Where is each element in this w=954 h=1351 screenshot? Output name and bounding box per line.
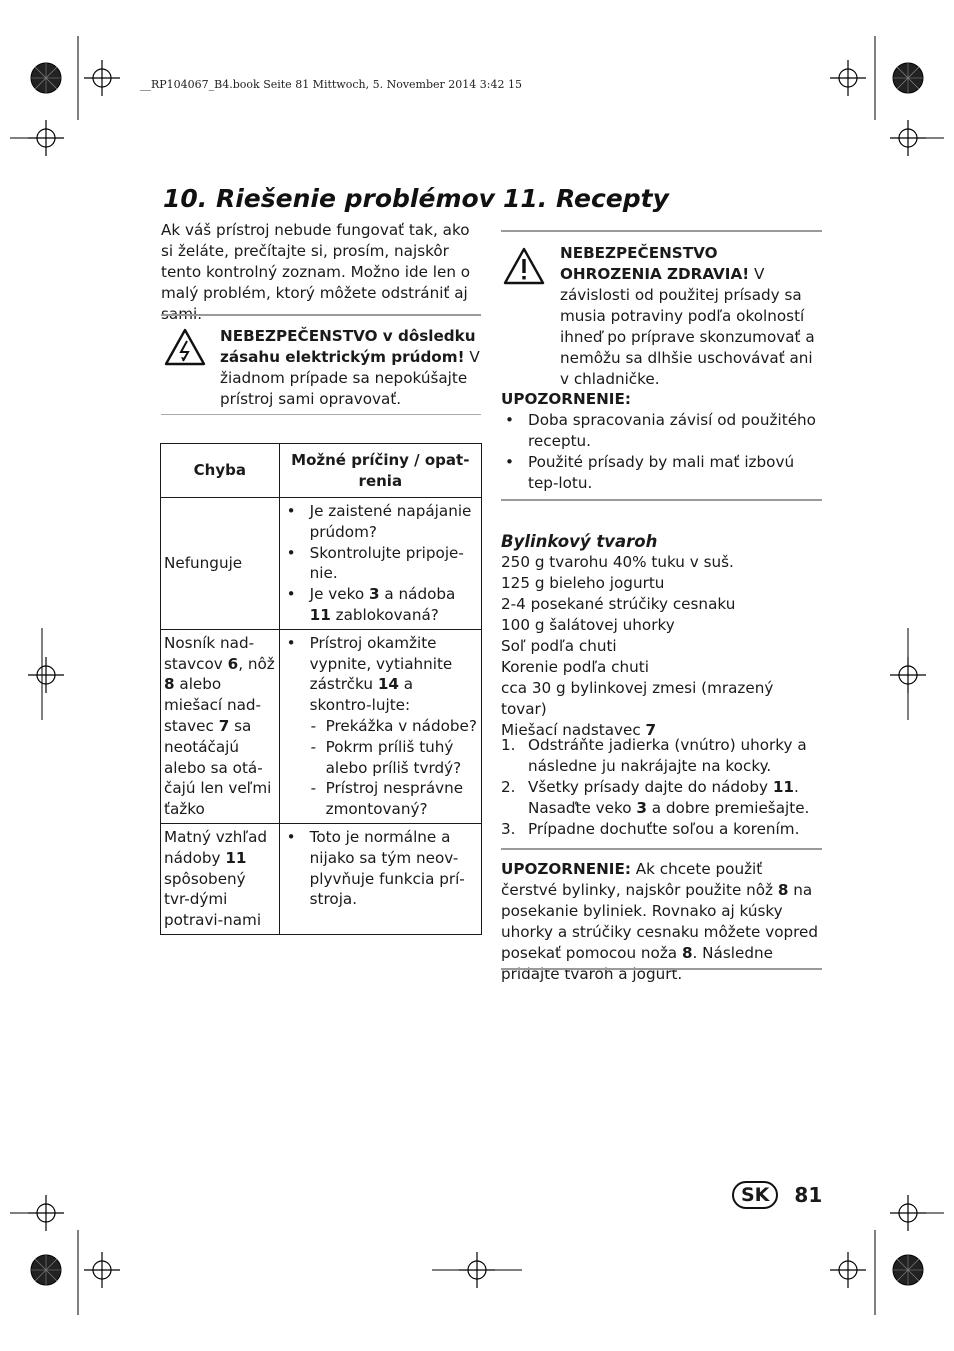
ingredient: 125 g bieleho jogurtu xyxy=(501,574,665,592)
note-preparation xyxy=(501,389,822,494)
ingredient: Miešací nadstavec 7 xyxy=(501,721,657,739)
divider xyxy=(501,499,822,501)
page-number: 81 xyxy=(794,1183,823,1207)
ingredient: Soľ podľa chuti xyxy=(501,637,617,655)
list-item: • Je veko 3 a nádoba 11 zablokovaná? xyxy=(283,584,478,626)
list-item: • Toto je normálne a nijako sa tým neov-plyvňuje funkcia prí-stroja. xyxy=(283,827,478,910)
troubleshooting-table xyxy=(160,443,482,935)
list-subitem: - Prístroj nesprávne zmontovaný? xyxy=(310,778,478,820)
divider xyxy=(501,848,822,850)
list-item: • Skontrolujte pripoje-nie. xyxy=(283,543,478,585)
list-item: • Je zaistené napájanie prúdom? xyxy=(283,501,478,543)
health-warning-text: V závislosti od použitej prísady sa musia potraviny podľa okolností ihneď po príprave skonzumovať a nemôžu sa dlhšie uschovávať ani v chladničke. xyxy=(560,265,815,388)
section-title-troubleshooting: 10. Riešenie problémov xyxy=(163,184,495,213)
table-cell-causes xyxy=(279,823,481,934)
electric-warning-title: NEBEZPEČENSTVO v dôsledku zásahu elektrickým prúdom! xyxy=(220,327,476,366)
divider xyxy=(161,314,481,316)
note-herbs: UPOZORNENIE: Ak chcete použiť čerstvé bylinky, najskôr použite nôž 8 na posekanie byliniek. Rovnako aj kúsky uhorky a strúčiky cesnaku môžete vopred posekať pomocou noža 8. Následne pridajte tvaroh a jogurt. xyxy=(501,860,819,983)
troubleshooting-intro: Ak váš prístroj nebude fungovať tak, ako si želáte, prečítajte si, prosím, najskôr tento kontrolný zoznam. Možno ide len o malý problém, ktorý môžete odstrániť aj sami. xyxy=(161,221,471,323)
health-warning-title: NEBEZPEČENSTVO OHROZENIA ZDRAVIA! xyxy=(560,244,750,283)
ingredient: Korenie podľa chuti xyxy=(501,658,649,676)
table-cell-causes xyxy=(279,498,481,630)
divider xyxy=(501,230,822,232)
divider xyxy=(501,968,822,970)
table-header-row xyxy=(161,444,482,498)
table-header-error: Chyba xyxy=(161,444,280,498)
file-info-header: __RP104067_B4.book Seite 81 Mittwoch, 5. November 2014 3:42 15 xyxy=(140,78,522,91)
ingredient: 250 g tvarohu 40% tuku v suš. xyxy=(501,553,734,571)
step: 1. Odstráňte jadierka (vnútro) uhorky a následne ju nakrájajte na kocky. xyxy=(501,736,807,775)
health-warning xyxy=(560,243,822,390)
note-title: UPOZORNENIE: xyxy=(501,390,631,408)
language-badge: SK xyxy=(732,1181,778,1209)
table-cell-causes xyxy=(279,629,481,823)
table-cell-error: Matný vzhľad nádoby 11 spôsobený tvr-dými potravi-nami xyxy=(161,823,280,934)
exclamation-warning-icon xyxy=(503,247,545,285)
section-title-recipes: 11. Recepty xyxy=(503,184,669,213)
table-row xyxy=(161,629,482,823)
ingredient: 100 g šalátovej uhorky xyxy=(501,616,675,634)
step: 3. Prípadne dochuťte soľou a korením. xyxy=(501,820,800,838)
table-row xyxy=(161,498,482,630)
table-header-causes: Možné príčiny / opat-renia xyxy=(279,444,481,498)
recipe-herb-quark xyxy=(501,531,822,741)
list-subitem: - Pokrm príliš tuhý alebo príliš tvrdý? xyxy=(310,737,478,779)
list-item: • Použité prísady by mali mať izbovú tep-lotu. xyxy=(501,452,822,494)
electric-hazard-icon xyxy=(164,328,206,366)
ingredients-list xyxy=(501,552,822,741)
ingredient: 2-4 posekané strúčiky cesnaku xyxy=(501,595,736,613)
step: 2. Všetky prísady dajte do nádoby 11. Nasaďte veko 3 a dobre premiešajte. xyxy=(501,778,810,817)
table-cell-error: Nefunguje xyxy=(161,498,280,630)
divider xyxy=(161,414,481,415)
list-item: • Prístroj okamžite vypnite, vytiahnite zástrčku 14 a skontro-lujte: - Prekážka v nádobe? - Pokrm príliš tuhý alebo príliš tvrdý? - Prístroj nesprávne zmontovaný? xyxy=(283,633,478,820)
electric-warning-text: V žiadnom prípade sa nepokúšajte prístroj sami opravovať. xyxy=(220,348,480,408)
table-cell-error: Nosník nad-stavcov 6, nôž 8 alebo miešací nad-stavec 7 sa neotáčajú alebo sa otá-čajú len veľmi ťažko xyxy=(161,629,280,823)
recipe-steps xyxy=(501,735,822,840)
page-footer xyxy=(732,1181,822,1209)
electric-warning xyxy=(220,326,482,410)
table-row xyxy=(161,823,482,934)
ingredient: cca 30 g bylinkovej zmesi (mrazený tovar) xyxy=(501,679,774,718)
list-subitem: - Prekážka v nádobe? xyxy=(310,716,478,737)
list-item: • Doba spracovania závisí od použitého receptu. xyxy=(501,410,822,452)
recipe-title: Bylinkový tvaroh xyxy=(501,532,658,551)
